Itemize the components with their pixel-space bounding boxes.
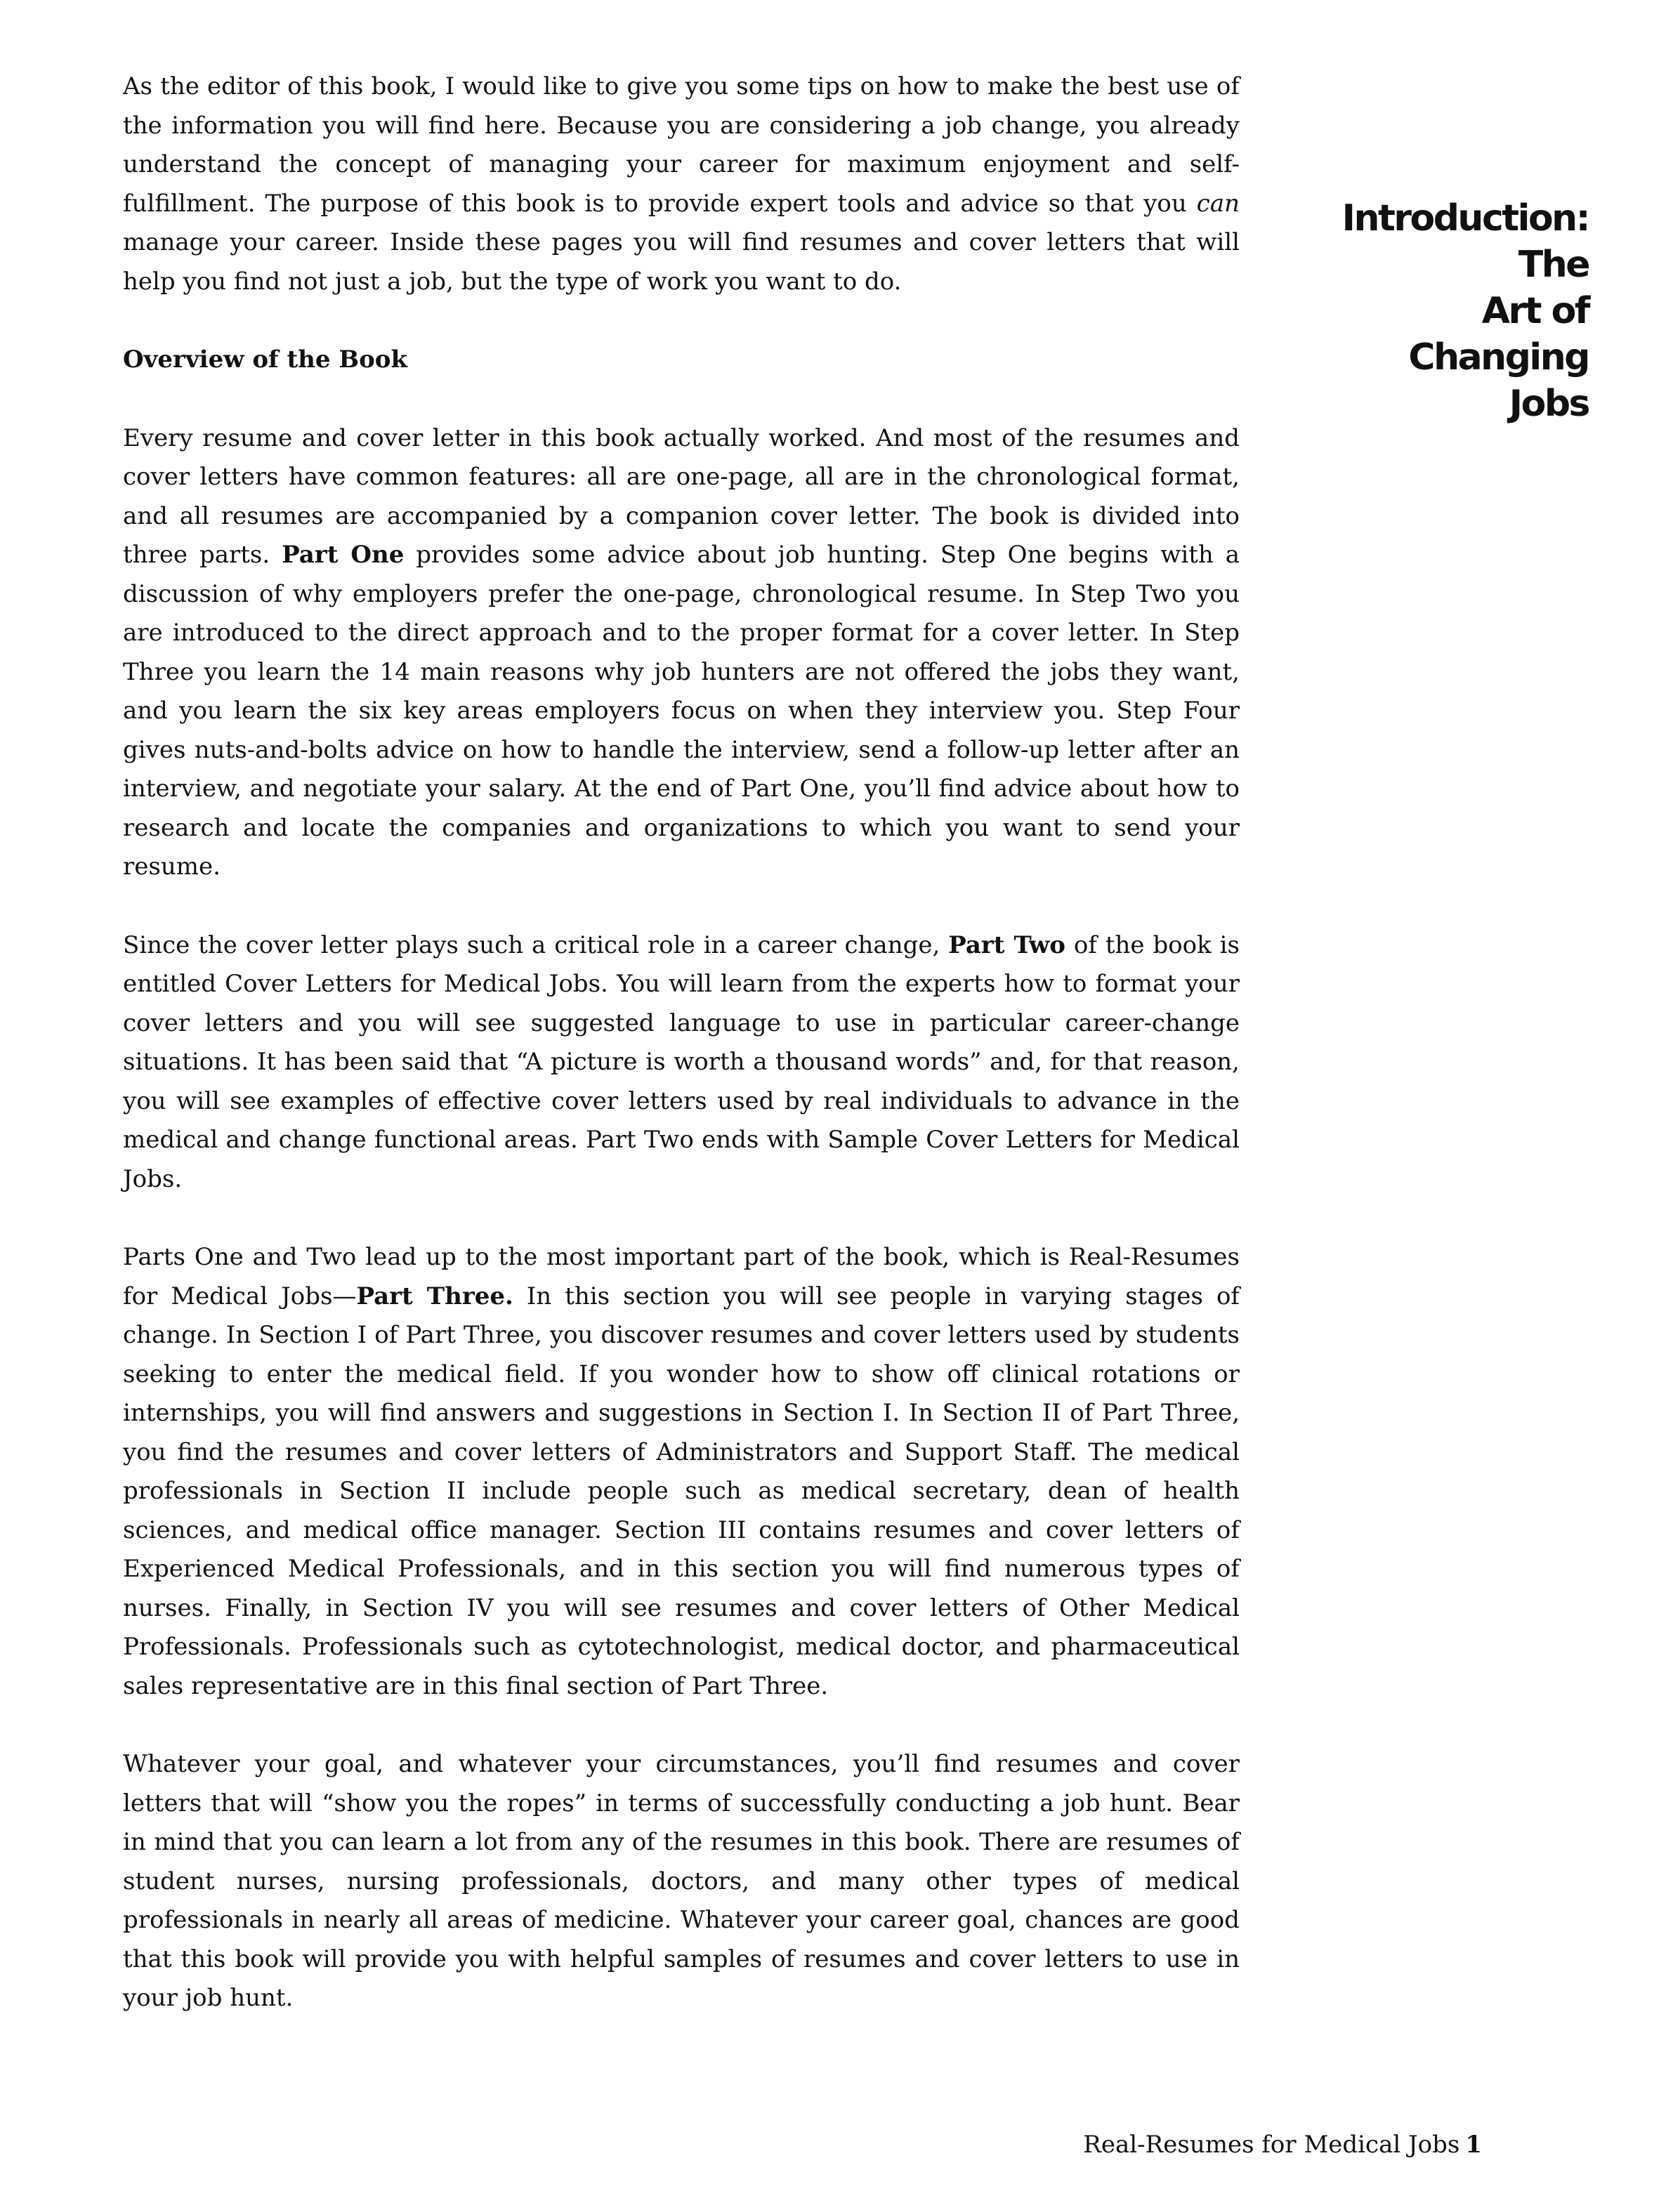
overview-p2-bold: Part Two: [948, 930, 1065, 959]
side-title-line-1: Introduction: The: [1341, 197, 1589, 286]
chapter-side-title: [1294, 195, 1589, 427]
overview-p1-text-b: provides some advice about job hunting. Step One begins with a discussion of why employers prefer the one-page, chronological resume. In Step Two you are introduced to the direct approach and to the proper format for a cover letter. In Step Three you learn the 14 main reasons why job hunters are not offered the jobs they want, and you learn the six key areas employers focus on when they interview you. Step Four gives nuts-and-bolts advice on how to handle the interview, send a follow-up letter after an interview, and negotiate your salary. At the end of Part One, you’ll find advice about how to research and locate the companies and organizations to which you want to send your resume.: [123, 541, 1240, 881]
overview-paragraph-4: Whatever your goal, and whatever your circumstances, you’ll find resumes and cover letters that will “show you the ropes” in terms of successfully conducting a job hunt. Bear in mind that you can learn a lot from any of the resumes in this book. There are resumes of student nurses, nursing professionals, doctors, and many other types of medical professionals in nearly all areas of medicine. Whatever your career goal, chances are good that this book will provide you with helpful samples of resumes and cover letters to use in your job hunt.: [123, 1750, 1240, 2012]
running-title: Real-Resumes for Medical Jobs: [1083, 2131, 1460, 2159]
intro-text-a: As the editor of this book, I would like to give you some tips on how to make the best use of the information you will find here. Because you are considering a job change, you already understand the concept of managing your career for maximum enjoyment and self-fulfillment. The purpose of this book is to provide expert tools and advice so that you: [123, 72, 1240, 218]
page-footer: [1083, 2131, 1482, 2159]
overview-p3-bold: Part Three.: [356, 1282, 513, 1310]
intro-paragraph: [123, 67, 1240, 301]
overview-heading: Overview of the Book: [123, 346, 408, 374]
body-text-column: [123, 67, 1240, 2018]
overview-paragraph-1: [123, 419, 1240, 887]
overview-p2-text-a: Since the cover letter plays such a critical role in a career change,: [123, 930, 949, 959]
overview-p1-text-a: Every resume and cover letter in this book actually worked. And most of the resumes and cover letters have common features: all are one-page, all are in the chronological format, and all resumes are accompanied by a companion cover letter. The book is divided into three parts.: [123, 423, 1240, 569]
overview-p3-text-a: Parts One and Two lead up to the most important part of the book, which is Real-Resumes for Medical Jobs—: [123, 1243, 1240, 1310]
overview-p3-text-b: In this section you will see people in varying stages of change. In Section I of Part Three, you discover resumes and cover letters used by students seeking to enter the medical field. If you wonder how to show off clinical rotations or internships, you will find answers and suggestions in Section I. In Section II of Part Three, you find the resumes and cover letters of Administrators and Support Staff. The medical professionals in Section II include people such as medical secretary, dean of health sciences, and medical office manager. Section III contains resumes and cover letters of Experienced Medical Professionals, and in this section you will find numerous types of nurses. Finally, in Section IV you will see resumes and cover letters of Other Medical Professionals. Professionals such as cytotechnologist, medical doctor, and pharmaceutical sales representative are in this final section of Part Three.: [123, 1282, 1240, 1700]
intro-text-b: manage your career. Inside these pages you will find resumes and cover letters that will help you find not just a job, but the type of work you want to do.: [123, 228, 1240, 296]
page-number: 1: [1465, 2131, 1482, 2159]
overview-paragraph-2: [123, 926, 1240, 1199]
overview-p2-text-b: of the book is entitled Cover Letters for Medical Jobs. You will learn from the experts how to format your cover letters and you will see suggested language to use in particular career-change situations. It has been said that “A picture is worth a thousand words” and, for that reason, you will see examples of effective cover letters used by real individuals to advance in the medical and change functional areas. Part Two ends with Sample Cover Letters for Medical Jobs.: [123, 930, 1240, 1193]
overview-p1-bold: Part One: [282, 541, 405, 569]
side-title-line-4: Jobs: [1509, 383, 1589, 425]
overview-paragraph-3: [123, 1238, 1240, 1706]
side-title-line-3: Changing: [1408, 336, 1589, 379]
side-title-line-2: Art of: [1481, 290, 1589, 332]
intro-emphasis: can: [1196, 189, 1240, 218]
